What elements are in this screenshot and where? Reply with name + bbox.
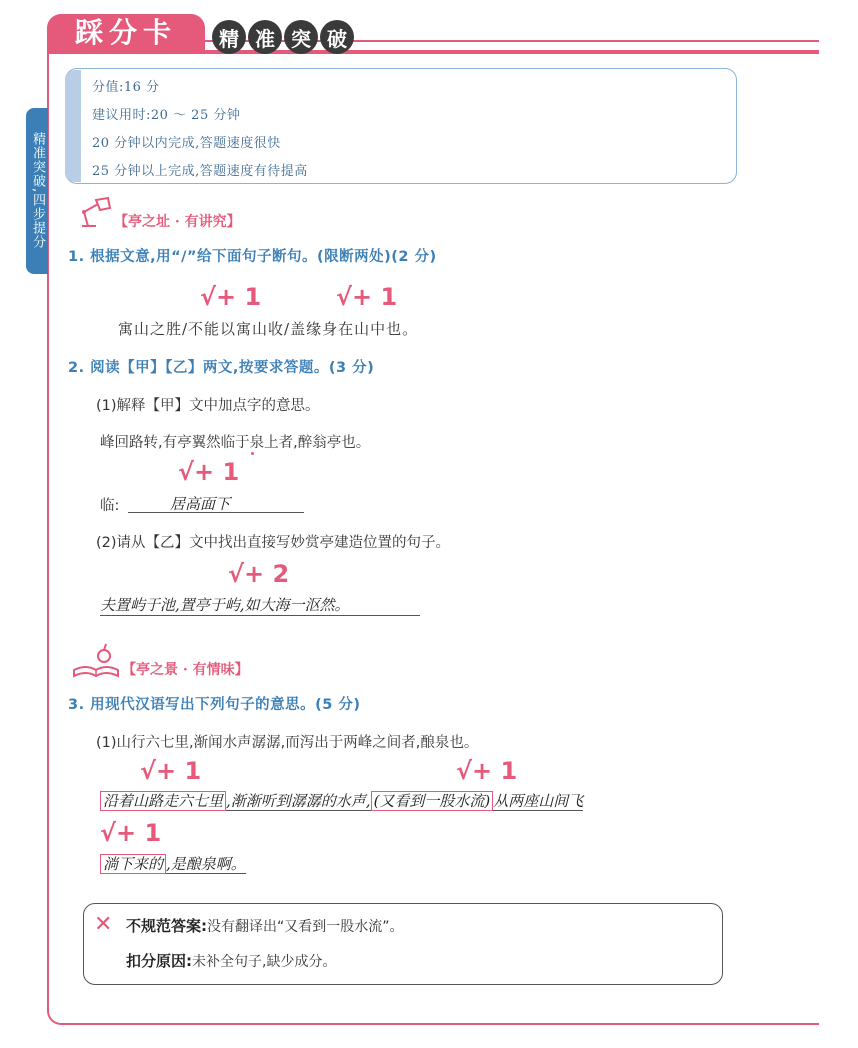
q3-part1: (1)山行六七里,渐闻水声潺潺,而泻出于两峰之间者,酿泉也。 bbox=[96, 735, 479, 751]
q3-prompt: 3. 用现代汉语写出下列句子的意思。(5 分) bbox=[68, 697, 361, 713]
q1-mark-a: √+ 1 bbox=[200, 283, 262, 311]
badge-char-2: 准 bbox=[248, 20, 282, 54]
note-label2: 扣分原因: bbox=[126, 952, 192, 970]
q2-passage: 峰回路转,有亭翼然临于泉上者,醉翁亭也。 bbox=[100, 435, 371, 451]
q3-seg4: 从两座山间飞 bbox=[493, 792, 584, 810]
note-label1: 不规范答案: bbox=[126, 917, 207, 935]
header-badge bbox=[212, 20, 354, 54]
cross-icon: ✕ bbox=[94, 912, 113, 937]
info-slow: 25 分钟以上完成,答题速度有待提高 bbox=[92, 164, 308, 179]
info-time: 建议用时:20 ～ 25 分钟 bbox=[92, 108, 241, 123]
note-line1 bbox=[126, 915, 404, 936]
badge-char-3: 突 bbox=[284, 20, 318, 54]
info-score: 分值:16 分 bbox=[92, 80, 160, 95]
q2-mark1: √+ 1 bbox=[178, 458, 240, 486]
emphasis-dot bbox=[251, 452, 254, 455]
q3-seg2: ,渐渐听到潺潺的水声, bbox=[226, 792, 371, 810]
q2-part2: (2)请从【乙】文中找出直接写妙赏亭建造位置的句子。 bbox=[96, 535, 451, 551]
badge-char-1: 精 bbox=[212, 20, 246, 54]
q3-mark-c: √+ 1 bbox=[100, 819, 162, 847]
note-text1: 没有翻译出“又看到一股水流”。 bbox=[207, 919, 404, 935]
q1-sentence: 寓山之胜/不能以寓山收/盖缘身在山中也。 bbox=[118, 320, 419, 338]
q2-part1: (1)解释【甲】文中加点字的意思。 bbox=[96, 398, 320, 414]
q3-seg5: 淌下来的 bbox=[100, 854, 166, 874]
q3-mark-a: √+ 1 bbox=[140, 757, 202, 785]
q2-answer: 夫置屿于池,置亭于屿,如大海一沤然。 bbox=[100, 594, 420, 616]
q3-answer-line2 bbox=[100, 853, 246, 874]
q3-answer-line1 bbox=[100, 790, 583, 811]
q3-mark-b: √+ 1 bbox=[456, 757, 518, 785]
lin-label: 临: bbox=[100, 498, 120, 514]
q3-seg3: (又看到一股水流) bbox=[371, 791, 494, 811]
q3-seg6: ,是酿泉啊。 bbox=[166, 855, 246, 873]
q1-mark-b: √+ 1 bbox=[336, 283, 398, 311]
info-box-bar bbox=[65, 70, 81, 182]
badge-char-4: 破 bbox=[320, 20, 354, 54]
q2-prompt: 2. 阅读【甲】【乙】两文,按要求答题。(3 分) bbox=[68, 360, 375, 376]
info-fast: 20 分钟以内完成,答题速度很快 bbox=[92, 136, 281, 151]
section2-title: 【亭之景 · 有情味】 bbox=[122, 662, 249, 678]
desk-lamp-icon bbox=[74, 196, 118, 236]
q2-mark2: √+ 2 bbox=[228, 560, 290, 588]
header-title: 踩分卡 bbox=[47, 14, 205, 52]
q1-prompt: 1. 根据文意,用“/”给下面句子断句。(限断两处)(2 分) bbox=[68, 249, 437, 265]
book-apple-icon bbox=[70, 640, 122, 684]
note-line2 bbox=[126, 950, 336, 971]
side-tab: 精准突破,四步提分 bbox=[26, 108, 48, 274]
lin-answer: 居高面下 bbox=[170, 495, 231, 513]
q3-seg1: 沿着山路走六七里 bbox=[100, 791, 226, 811]
note-text2: 未补全句子,缺少成分。 bbox=[192, 954, 337, 970]
section1-title: 【亭之址 · 有讲究】 bbox=[114, 214, 241, 230]
